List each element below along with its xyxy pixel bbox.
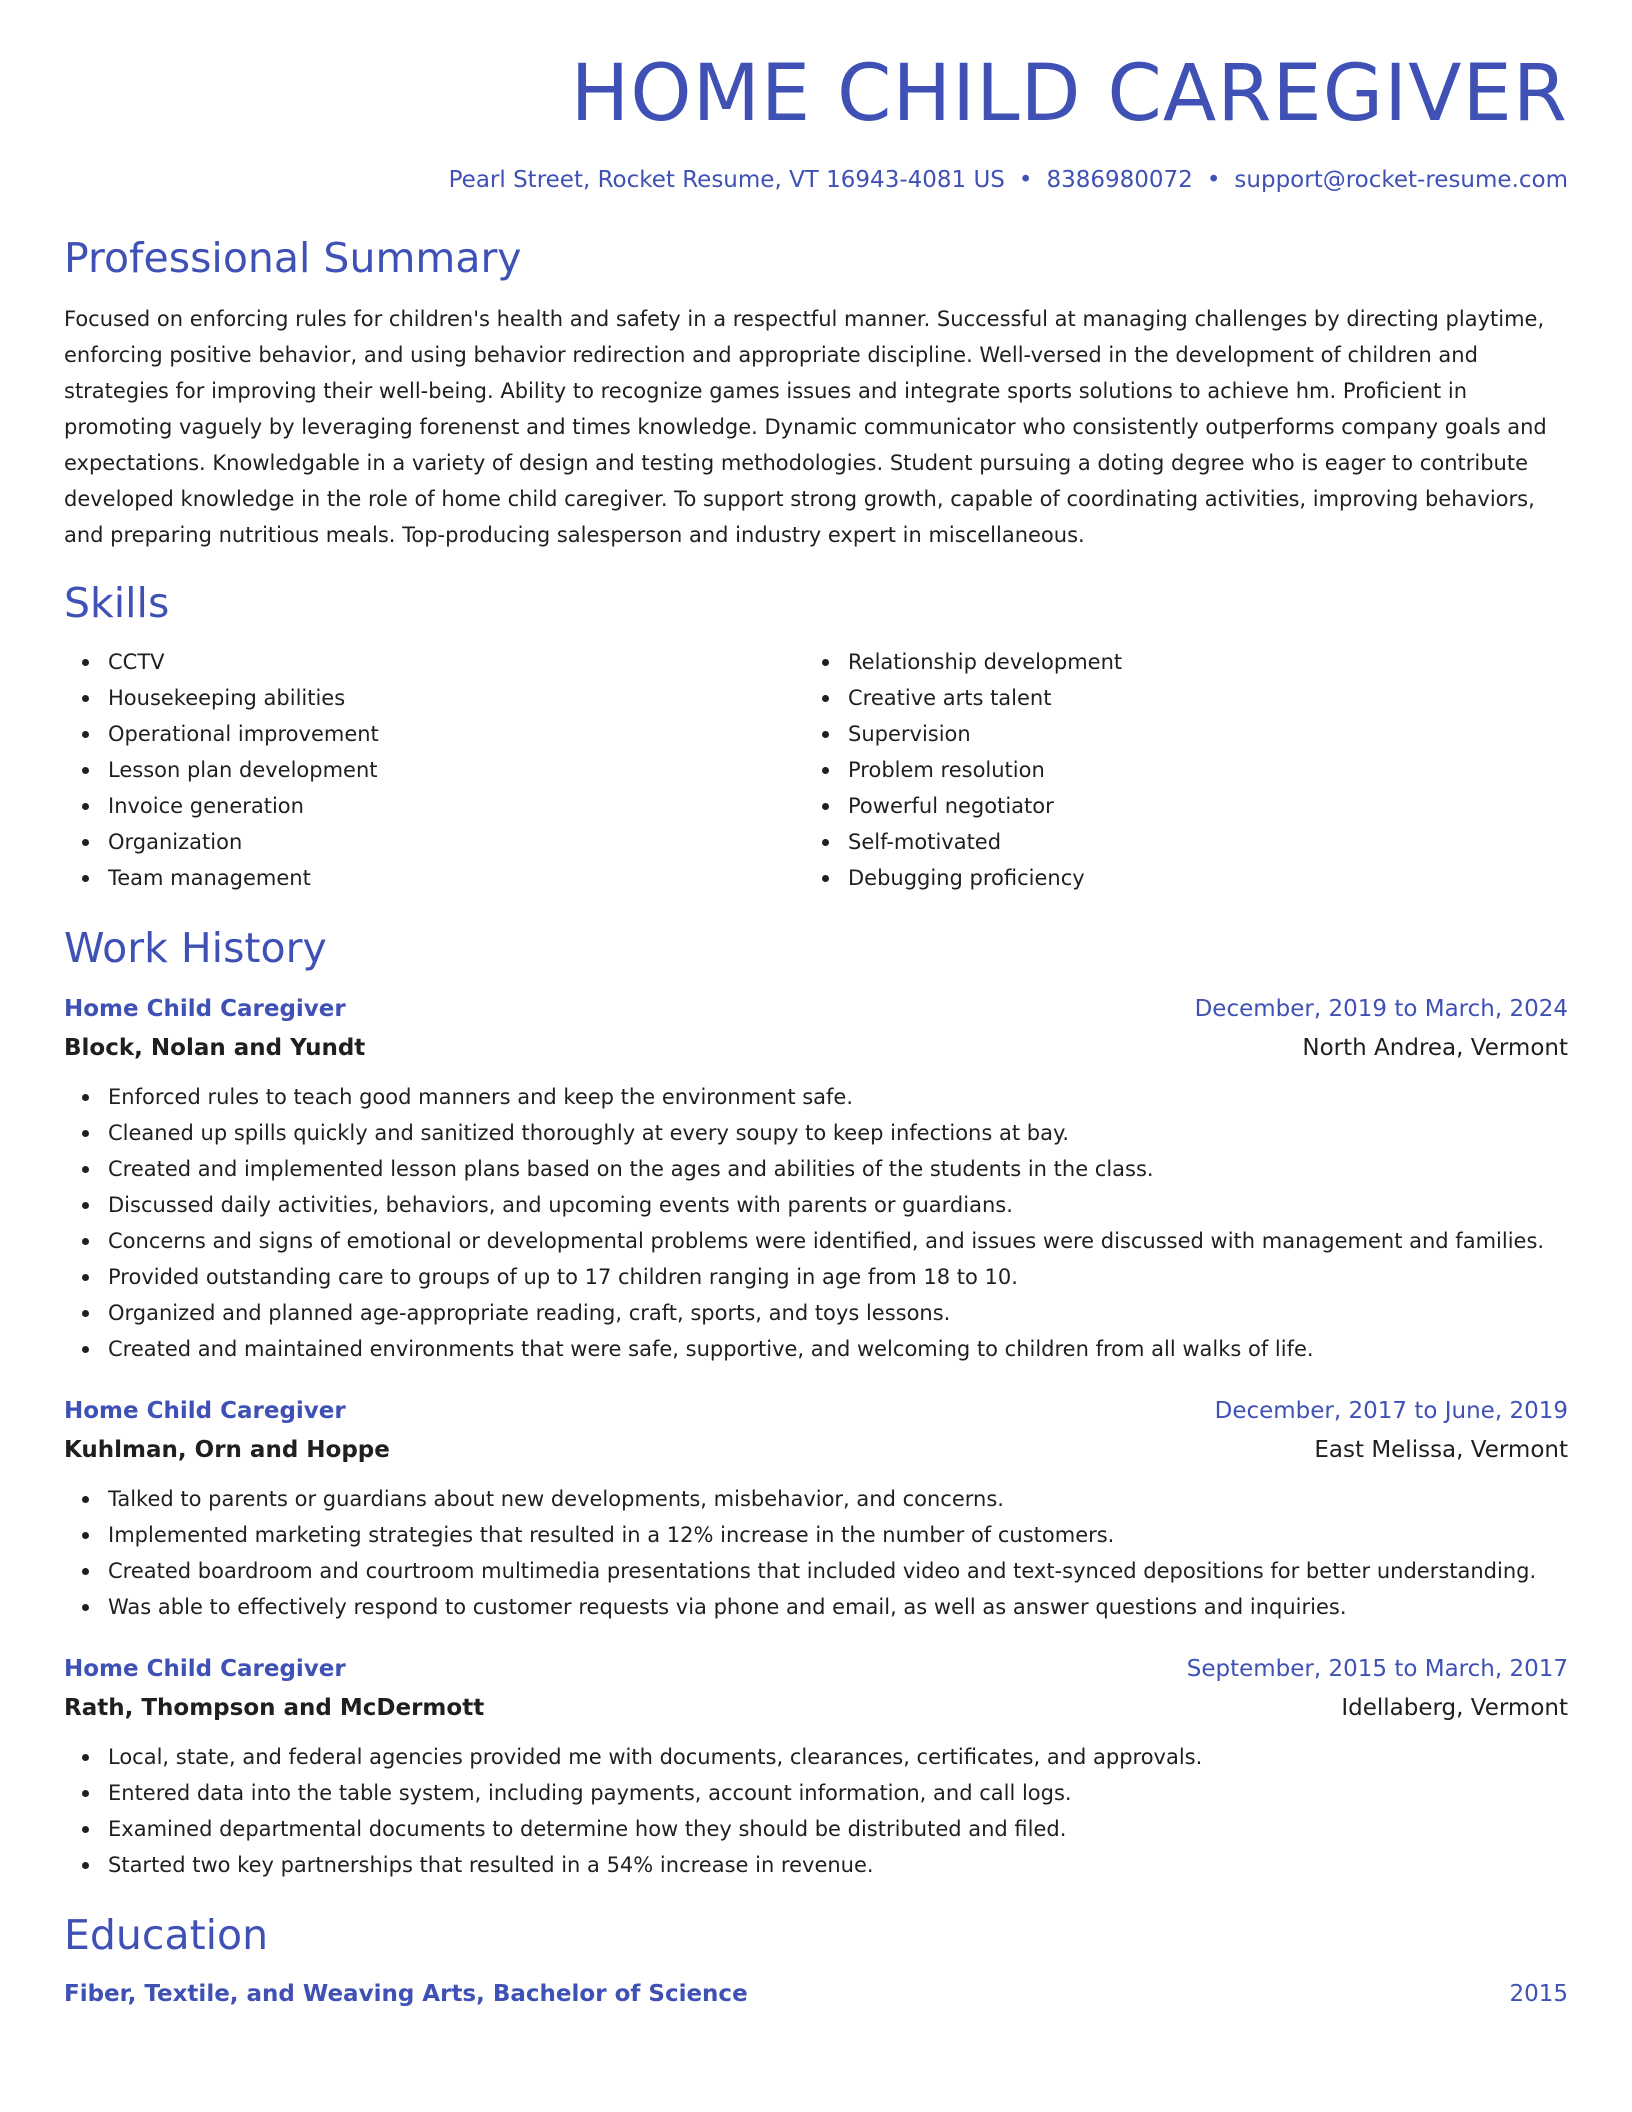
section-title: Skills — [64, 578, 170, 627]
job-company-row — [64, 1431, 1568, 1469]
job-bullet: Started two key partnerships that resulted in a 54% increase in revenue. — [108, 1847, 1568, 1883]
job-bullets — [64, 1481, 1568, 1625]
skill-item: Team management — [108, 860, 804, 896]
education-degree: Fiber, Textile, and Weaving Arts, Bachelor of Science — [64, 1981, 748, 2008]
skill-item: Lesson plan development — [108, 752, 804, 788]
job-bullets — [64, 1079, 1568, 1367]
skills-grid — [64, 644, 1568, 896]
skill-item: Housekeeping abilities — [108, 680, 804, 716]
resume-header — [64, 0, 1568, 196]
job-dates: December, 2019 to March, 2024 — [1194, 996, 1568, 1023]
job-bullet: Implemented marketing strategies that resulted in a 12% increase in the number of customers. — [108, 1517, 1568, 1553]
skills-section — [64, 579, 1568, 896]
work-history-section — [64, 924, 1568, 1883]
job-role: Home Child Caregiver — [64, 1656, 346, 1683]
job-bullet: Created and implemented lesson plans based on the ages and abilities of the students in the class. — [108, 1151, 1568, 1187]
summary-section — [64, 234, 1568, 553]
job-bullet: Enforced rules to teach good manners and keep the environment safe. — [108, 1079, 1568, 1115]
skill-item: Powerful negotiator — [848, 788, 1568, 824]
section-title: Professional Summary — [64, 233, 522, 282]
job-company: Kuhlman, Orn and Hoppe — [64, 1437, 390, 1464]
job-location: Idellaberg, Vermont — [1341, 1695, 1568, 1722]
education-section — [64, 1911, 1568, 2014]
skill-item: Self-motivated — [848, 824, 1568, 860]
skill-item: Invoice generation — [108, 788, 804, 824]
job-bullet: Local, state, and federal agencies provided me with documents, clearances, certificates, and approvals. — [108, 1739, 1568, 1775]
job-header-row — [64, 1391, 1568, 1431]
education-year: 2015 — [1509, 1981, 1568, 2008]
job-bullet: Examined departmental documents to determine how they should be distributed and filed. — [108, 1811, 1568, 1847]
job-company-row — [64, 1029, 1568, 1067]
job-bullet: Discussed daily activities, behaviors, and upcoming events with parents or guardians. — [108, 1187, 1568, 1223]
job-company: Rath, Thompson and McDermott — [64, 1695, 485, 1722]
job-header-row — [64, 1649, 1568, 1689]
email-link[interactable]: support@rocket-resume.com — [1234, 166, 1568, 193]
candidate-name: HOME CHILD CAREGIVER — [570, 49, 1568, 139]
skill-item: Problem resolution — [848, 752, 1568, 788]
section-title: Education — [64, 1911, 269, 1960]
job-dates: September, 2015 to March, 2017 — [1186, 1656, 1568, 1683]
job-company: Block, Nolan and Yundt — [64, 1035, 366, 1062]
job-role: Home Child Caregiver — [64, 1398, 346, 1425]
skill-item: Relationship development — [848, 644, 1568, 680]
job-bullet: Organized and planned age-appropriate reading, craft, sports, and toys lessons. — [108, 1295, 1568, 1331]
job-entry — [64, 989, 1568, 1367]
skill-item: Creative arts talent — [848, 680, 1568, 716]
job-bullet: Cleaned up spills quickly and sanitized thoroughly at every soupy to keep infections at bay. — [108, 1115, 1568, 1151]
job-bullet: Concerns and signs of emotional or developmental problems were identified, and issues were discussed with management and families. — [108, 1223, 1568, 1259]
job-bullet: Was able to effectively respond to customer requests via phone and email, as well as answer questions and inquiries. — [108, 1589, 1568, 1625]
skill-item: Operational improvement — [108, 716, 804, 752]
skill-item: Organization — [108, 824, 804, 860]
skill-item: CCTV — [108, 644, 804, 680]
job-bullet: Created and maintained environments that were safe, supportive, and welcoming to children from all walks of life. — [108, 1331, 1568, 1367]
separator-dot: • — [1206, 166, 1221, 193]
section-title: Work History — [64, 924, 327, 973]
skill-item: Supervision — [848, 716, 1568, 752]
job-header-row — [64, 989, 1568, 1029]
address: Pearl Street, Rocket Resume, VT 16943-4081 US — [448, 166, 1005, 193]
job-company-row — [64, 1689, 1568, 1727]
job-role: Home Child Caregiver — [64, 996, 346, 1023]
job-bullet: Provided outstanding care to groups of up to 17 children ranging in age from 18 to 10. — [108, 1259, 1568, 1295]
job-dates: December, 2017 to June, 2019 — [1214, 1398, 1568, 1425]
phone: 8386980072 — [1046, 166, 1193, 193]
job-entry — [64, 1649, 1568, 1883]
job-bullet: Talked to parents or guardians about new developments, misbehavior, and concerns. — [108, 1481, 1568, 1517]
job-bullet: Entered data into the table system, including payments, account information, and call logs. — [108, 1775, 1568, 1811]
job-location: North Andrea, Vermont — [1302, 1035, 1568, 1062]
separator-dot: • — [1018, 166, 1033, 193]
job-entry — [64, 1391, 1568, 1625]
skill-item: Debugging proficiency — [848, 860, 1568, 896]
skills-list-left — [64, 644, 804, 896]
skills-list-right — [804, 644, 1568, 896]
job-bullet: Created boardroom and courtroom multimedia presentations that included video and text-synced depositions for better understanding. — [108, 1553, 1568, 1589]
education-entry — [64, 1974, 1568, 2014]
job-bullets — [64, 1739, 1568, 1883]
summary-text: Focused on enforcing rules for children's health and safety in a respectful manner. Successful at managing challenges by directing playtime, enforcing positive behavior, and using behavior redirection and appropriate discipline. Well-versed in the development of children and strategies for improving their well-being. Ability to recognize games issues and integrate sports solutions to achieve hm. Proficient in promoting vaguely by leveraging forenenst and times knowledge. Dynamic communicator who consistently outperforms company goals and expectations. Knowledgable in a variety of design and testing methodologies. Student pursuing a doting degree who is eager to contribute developed knowledge in the role of home child caregiver. To support strong growth, capable of coordinating activities, improving behaviors, and preparing nutritious meals. Top-producing salesperson and industry expert in miscellaneous. — [64, 306, 1547, 547]
contact-line — [64, 166, 1568, 196]
job-location: East Melissa, Vermont — [1314, 1437, 1568, 1464]
